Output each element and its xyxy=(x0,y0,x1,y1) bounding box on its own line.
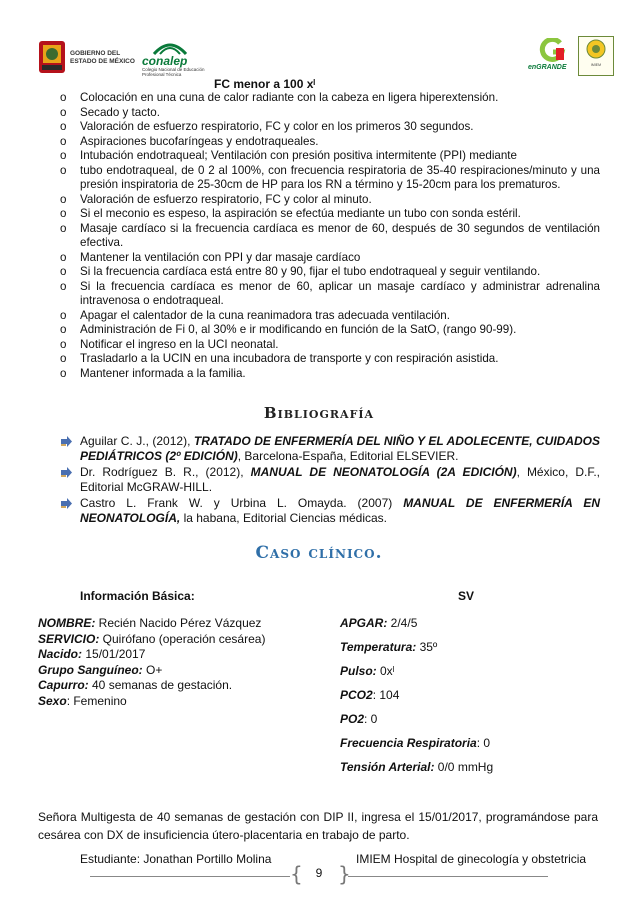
patient-field xyxy=(38,663,308,679)
bibliography-entry xyxy=(60,465,600,495)
procedure-item xyxy=(60,149,600,164)
procedure-item-text: Administración de Fi 0, al 30% e ir modificando en función de la SatO, (rango 90-99). xyxy=(80,323,517,336)
circle-bullet-icon: o xyxy=(60,279,67,293)
vital-field-label: PCO2 xyxy=(340,688,373,702)
page-bracket-right: } xyxy=(338,862,351,886)
bibliography-publisher: , Barcelona-España, Editorial ELSEVIER. xyxy=(237,449,459,463)
procedure-item xyxy=(60,265,600,280)
engrande-logo xyxy=(528,38,576,76)
circle-bullet-icon: o xyxy=(60,221,67,235)
footer-rule-right xyxy=(348,876,548,877)
procedure-item-text: Mantener la ventilación con PPI y dar masaje cardíaco xyxy=(80,250,361,264)
vital-field-value: 35º xyxy=(416,640,438,654)
patient-field-label: Capurro: xyxy=(38,678,89,692)
patient-field xyxy=(38,694,308,710)
vital-field-value: : 0 xyxy=(476,736,491,750)
bibliography-title: TRATADO DE ENFERMERÍA DEL NIÑO Y EL ADOLECENTE, CUIDADOS PEDIÁTRICOS (2º EDICIÓN) xyxy=(80,434,600,463)
vital-field-label: Temperatura: xyxy=(340,640,417,654)
caso-clinico-heading: Caso clínico. xyxy=(255,543,383,563)
bibliografia-heading: Bibliografía xyxy=(263,404,375,422)
circle-bullet-icon: o xyxy=(60,352,67,365)
patient-field xyxy=(38,632,308,648)
procedure-item xyxy=(60,120,600,135)
circle-bullet-icon: o xyxy=(60,163,67,177)
patient-field-value: 40 semanas de gestación. xyxy=(88,678,233,692)
patient-field xyxy=(38,678,308,694)
circle-bullet-icon: o xyxy=(60,149,67,162)
procedure-item xyxy=(60,106,600,121)
patient-field-value: O+ xyxy=(142,662,163,677)
procedure-list xyxy=(60,91,600,381)
page-number: 9 xyxy=(315,866,323,880)
procedure-item-text: Apagar el calentador de la cuna reanimadora tras adecuada ventilación. xyxy=(80,308,450,322)
conalep-name: conalep xyxy=(142,54,188,68)
engrande-text: enGRANDE xyxy=(528,64,567,71)
procedure-item xyxy=(60,352,600,367)
page-bracket-left: { xyxy=(290,862,303,886)
patient-field-label: NOMBRE: xyxy=(38,616,96,630)
patient-field-value: : Femenino xyxy=(66,693,127,708)
patient-field-value: Quirófano (operación cesárea) xyxy=(99,631,266,646)
vital-field xyxy=(340,712,600,736)
patient-field-value: Recién Nacido Pérez Vázquez xyxy=(95,616,262,630)
bibliography-entry xyxy=(60,496,600,526)
bibliography-author: Castro L. Frank W. y Urbina L. Omayda. (2007) xyxy=(80,496,404,510)
patient-field-label: SERVICIO: xyxy=(38,631,100,646)
circle-bullet-icon: o xyxy=(60,105,67,119)
procedure-item-text: Valoración de esfuerzo respiratorio, FC y color en los primeros 30 segundos. xyxy=(80,120,474,133)
procedure-item xyxy=(60,280,600,309)
conalep-subtitle: Colegio Nacional de Educación Profesional Técnica xyxy=(142,67,205,77)
procedure-item xyxy=(60,222,600,251)
procedure-item xyxy=(60,251,600,266)
procedure-item xyxy=(60,207,600,222)
procedure-item-text: Mantener informada a la familia. xyxy=(80,366,246,380)
bibliography-list xyxy=(60,434,600,527)
bibliography-publisher: , México, D.F., Editorial McGRAW-HILL. xyxy=(80,465,600,494)
circle-bullet-icon: o xyxy=(60,337,67,351)
vital-field-label: Tensión Arterial: xyxy=(340,760,435,774)
case-description: Señora Multigesta de 40 semanas de gestación con DIP II, ingresa el 15/01/2017, programándose para cesárea con DX de insuficiencia útero-placentaria en trabajo de parto. xyxy=(38,810,598,842)
procedure-item-text: Notificar el ingreso en la UCI neonatal. xyxy=(80,337,279,351)
hospital-logo-text: IMIEM xyxy=(590,63,602,67)
vital-field xyxy=(340,760,600,784)
bibliography-entry xyxy=(60,434,600,464)
gobierno-estado-mexico-logo xyxy=(38,40,138,76)
circle-bullet-icon: o xyxy=(60,366,67,380)
procedure-item xyxy=(60,323,600,338)
patient-field-label: Nacido: xyxy=(38,647,83,661)
vital-field-value: : 104 xyxy=(372,688,400,702)
procedure-item xyxy=(60,193,600,208)
patient-field xyxy=(38,647,308,663)
circle-bullet-icon: o xyxy=(60,192,67,206)
vital-field xyxy=(340,688,600,712)
vital-field-label: PO2 xyxy=(340,712,365,726)
hospital-emblem-icon xyxy=(579,37,613,61)
vital-field-value: 0/0 mmHg xyxy=(434,760,494,774)
procedure-item xyxy=(60,91,600,106)
circle-bullet-icon: o xyxy=(60,250,67,264)
gob-logo-line-1: GOBIERNO DEL xyxy=(70,50,121,57)
fc-heading: FC menor a 100 xˡ xyxy=(214,77,316,91)
footer-rule-left xyxy=(90,876,290,877)
procedure-item-text: Trasladarlo a la UCIN en una incubadora de transporte y con respiración asistida. xyxy=(80,352,499,365)
patient-field xyxy=(38,616,308,632)
vital-field-label: Pulso: xyxy=(340,664,377,678)
vital-field xyxy=(340,640,600,664)
circle-bullet-icon: o xyxy=(60,207,67,220)
vital-field-value: 2/4/5 xyxy=(387,616,418,630)
arrow-bullet-icon xyxy=(60,467,73,478)
conalep-logo xyxy=(140,40,210,76)
procedure-item xyxy=(60,135,600,150)
vital-field-label: Frecuencia Respiratoria xyxy=(340,736,477,750)
procedure-item xyxy=(60,164,600,193)
bibliography-publisher: la habana, Editorial Ciencias médicas. xyxy=(180,511,388,525)
bibliography-title: MANUAL DE ENFERMERÍA EN NEONATOLOGÍA, xyxy=(80,496,600,525)
vital-field-value: 0xˡ xyxy=(376,664,395,678)
vital-signs xyxy=(340,616,600,784)
procedure-item-text: Si el meconio es espeso, la aspiración se efectúa mediante un tubo con sonda estéril. xyxy=(80,207,521,220)
vital-field-label: APGAR: xyxy=(340,616,388,630)
circle-bullet-icon: o xyxy=(60,120,67,133)
vital-field xyxy=(340,664,600,688)
procedure-item-text: Aspiraciones bucofaríngeas y endotraqueales. xyxy=(80,134,319,148)
vital-field-value: : 0 xyxy=(364,712,378,726)
vital-field xyxy=(340,616,600,640)
circle-bullet-icon: o xyxy=(60,134,67,148)
procedure-item-text: Secado y tacto. xyxy=(80,105,160,119)
patient-field-label: Sexo xyxy=(38,693,67,708)
procedure-item xyxy=(60,338,600,353)
procedure-item-text: Valoración de esfuerzo respiratorio, FC y color al minuto. xyxy=(80,192,372,206)
gob-logo-line-2: ESTADO DE MÉXICO xyxy=(70,57,135,65)
bibliography-author: Dr. Rodríguez B. R., (2012), xyxy=(80,465,251,479)
circle-bullet-icon: o xyxy=(60,91,67,104)
footer-hospital: IMIEM Hospital de ginecología y obstetricia xyxy=(356,852,587,866)
state-emblem-icon xyxy=(38,40,66,74)
engrande-g-icon xyxy=(538,38,566,62)
sv-label: SV xyxy=(458,589,475,603)
procedure-item-text: Si la frecuencia cardíaca está entre 80 y 90, fijar el tubo endotraqueal y seguir ventilando. xyxy=(80,265,541,278)
patient-info xyxy=(38,616,308,709)
procedure-item xyxy=(60,309,600,324)
procedure-item-text: Si la frecuencia cardíaca es menor de 60, aplicar un masaje cardíaco y administrar adrenalina intravenosa o endotraqueal. xyxy=(80,279,600,307)
patient-field-label: Grupo Sanguíneo: xyxy=(38,662,143,677)
hospital-logo xyxy=(578,36,614,76)
circle-bullet-icon: o xyxy=(60,265,67,278)
procedure-item-text: tubo endotraqueal, de 0 2 al 100%, con frecuencia respiratoria de 35-40 respiraciones/minuto y una presión inspiratoria de 25-30cm de HP para los RN a término y 15-20cm para los prematuros. xyxy=(80,163,600,191)
patient-field-value: 15/01/2017 xyxy=(82,647,146,661)
bibliography-author: Aguilar C. J., (2012), xyxy=(80,434,194,448)
informacion-basica-label: Información Básica: xyxy=(80,589,195,603)
procedure-item-text: Masaje cardíaco si la frecuencia cardíaca es menor de 60, después de 30 segundos de ventilación efectiva. xyxy=(80,221,600,249)
circle-bullet-icon: o xyxy=(60,308,67,322)
bibliography-title: MANUAL DE NEONATOLOGÍA (2A EDICIÓN) xyxy=(250,465,517,479)
arrow-bullet-icon xyxy=(60,498,73,509)
footer-student: Estudiante: Jonathan Portillo Molina xyxy=(80,852,272,866)
vital-field xyxy=(340,736,600,760)
circle-bullet-icon: o xyxy=(60,323,67,336)
arrow-bullet-icon xyxy=(60,436,73,447)
procedure-item-text: Colocación en una cuna de calor radiante con la cabeza en ligera hiperextensión. xyxy=(80,91,499,104)
procedure-item-text: Intubación endotraqueal; Ventilación con presión positiva intermitente (PPI) mediante xyxy=(80,149,517,162)
procedure-item xyxy=(60,367,600,382)
